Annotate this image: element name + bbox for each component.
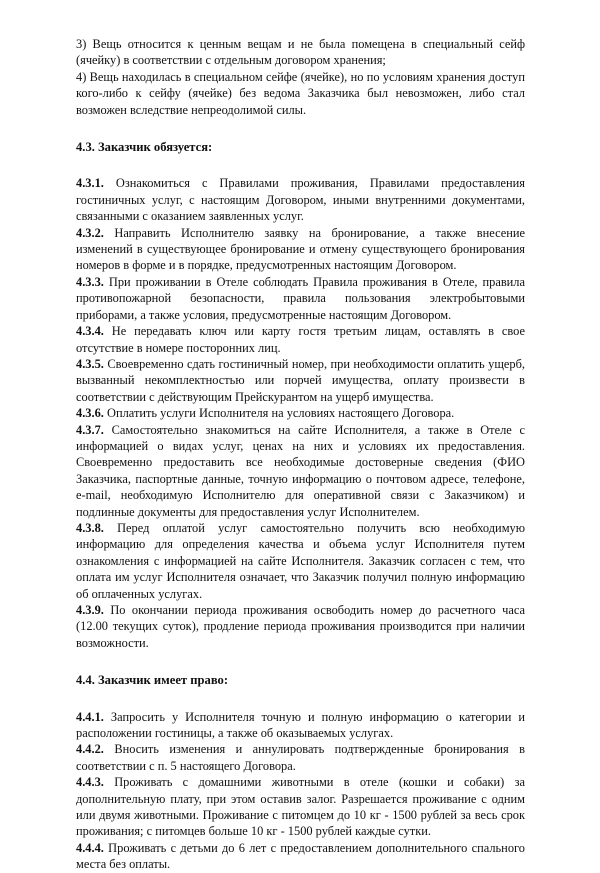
clause-number: 4.3.9. — [76, 603, 104, 617]
paragraph-clause-4-3-4 — [76, 323, 525, 356]
clause-text: Самостоятельно знакомиться на сайте Исполнителя, а также в Отеле с информацией о видах услуг, ценах на них и условиях их предоставления. Своевременно предоставить все необходимые достоверные сведения (ФИО Заказчика, паспортные данные, точную информацию о почтовом адресе, телефоне, e-mail, необходимую Исполнителю для оперативной связи с Заказчиком) и подлинные документы для предоставления услуг Исполнителем. — [76, 422, 525, 519]
clause-text: Направить Исполнителю заявку на бронирование, а также внесение изменений в существующее бронирование и отмену существующего бронирования номеров в форме и в порядке, предусмотренных настоящим Договором. — [76, 225, 525, 273]
paragraph-clause-4-4-1 — [76, 709, 525, 742]
paragraph-clause-3: 3) Вещь относится к ценным вещам и не была помещена в специальный сейф (ячейку) в соответствии с отдельным договором хранения; — [76, 37, 525, 68]
paragraph-clause-4-3-1 — [76, 175, 525, 224]
clause-number: 4.3.1. — [76, 176, 104, 191]
clause-text: Перед оплатой услуг самостоятельно получить всю необходимую информацию для определения качества и объема услуг Исполнителя путем ознакомления с информацией на сайте Исполнителя. Заказчик согласен с тем, что оплата им услуг Исполнителя означает, что Заказчик получил полную информацию об оплаченных услугах. — [76, 520, 525, 601]
clause-text: Своевременно сдать гостиничный номер, при необходимости оплатить ущерб, вызванный некомплектностью или порчей имущества, оплату произвести в соответствии с действующим Прейскурантом на ущерб имущества. — [76, 356, 525, 404]
spacer — [76, 155, 525, 175]
clause-number: 4.4.4. — [76, 840, 104, 855]
clause-text: Не передавать ключ или карту гостя третьим лицам, оставлять в свое отсутствие в номере посторонних лиц. — [76, 324, 525, 355]
spacer — [76, 689, 525, 709]
clause-number: 4.4.1. — [76, 709, 104, 724]
document-text-body — [76, 36, 525, 873]
clause-number: 4.3.4. — [76, 324, 104, 339]
clause-text: По окончании периода проживания освободить номер до расчетного часа (12.00 текущих суток), продление периода проживания производится при наличии возможности. — [76, 603, 525, 650]
clause-text: Ознакомиться с Правилами проживания, Правилами предоставления гостиничных услуг, с настоящим Договором, иными внутренними документами, связанными с оказанием заявленных услуг. — [76, 176, 525, 224]
paragraph-clause-4-3-5 — [76, 356, 525, 405]
clause-text: Оплатить услуги Исполнителя на условиях настоящего Договора. — [107, 406, 455, 421]
clause-number: 4.3.6. — [76, 406, 104, 421]
spacer — [76, 651, 525, 672]
clause-number: 4.3.3. — [76, 274, 104, 289]
clause-number: 4.3.7. — [76, 422, 104, 437]
spacer — [76, 118, 525, 139]
paragraph-clause-4-4-3 — [76, 774, 525, 840]
heading-4-3: 4.3. Заказчик обязуется: — [76, 140, 213, 155]
paragraph-clause-4-3-6 — [76, 405, 525, 421]
clause-text: При проживании в Отеле соблюдать Правила проживания в Отеле, правила противопожарной безопасности, правила пользования электробытовыми приборами, а также условия, предусмотренные настоящим Договором. — [76, 274, 525, 322]
paragraph-clause-4-3-3 — [76, 274, 525, 323]
clause-text: Вносить изменения и аннулировать подтвержденные бронирования в соответствии с п. 5 настоящего Договора. — [76, 742, 525, 773]
paragraph-clause-4: 4) Вещь находилась в специальном сейфе (ячейке), но по условиям хранения доступ кого-либо к сейфу (ячейке) без ведома Заказчика был невозможен, либо стал возможен вследствие непреодолимой силы. — [76, 69, 525, 117]
heading-4-4: 4.4. Заказчик имеет право: — [76, 673, 229, 688]
clause-text: Проживать с домашними животными в отеле (кошки и собаки) за дополнительную плату, при этом оставив залог. Разрешается проживание с одним или двумя животными. Проживание с питомцем до 10 кг - 1500 рублей за весь срок проживания; с питомцев больше 10 кг - 1500 рублей каждые сутки. — [76, 775, 526, 839]
clause-text: Проживать с детьми до 6 лет с предоставлением дополнительного спального места без оплаты. — [76, 840, 525, 872]
clause-number: 4.3.5. — [76, 356, 104, 371]
clause-number: 4.3.2. — [76, 225, 104, 240]
paragraph-clause-4-4-4 — [76, 840, 525, 873]
paragraph-clause-4-3-7 — [76, 422, 525, 520]
paragraph-clause-4-3-9 — [76, 602, 525, 651]
paragraph-clause-4-4-2 — [76, 741, 525, 774]
clause-number: 4.4.3. — [76, 775, 104, 790]
paragraph-clause-4-3-2 — [76, 225, 525, 274]
clause-number: 4.3.8. — [76, 520, 104, 535]
clause-number: 4.4.2. — [76, 742, 104, 757]
paragraph-clause-4-3-8 — [76, 520, 525, 602]
clause-text: Запросить у Исполнителя точную и полную информацию о категории и расположении гостиницы, а также об оказываемых услугах. — [76, 709, 525, 741]
